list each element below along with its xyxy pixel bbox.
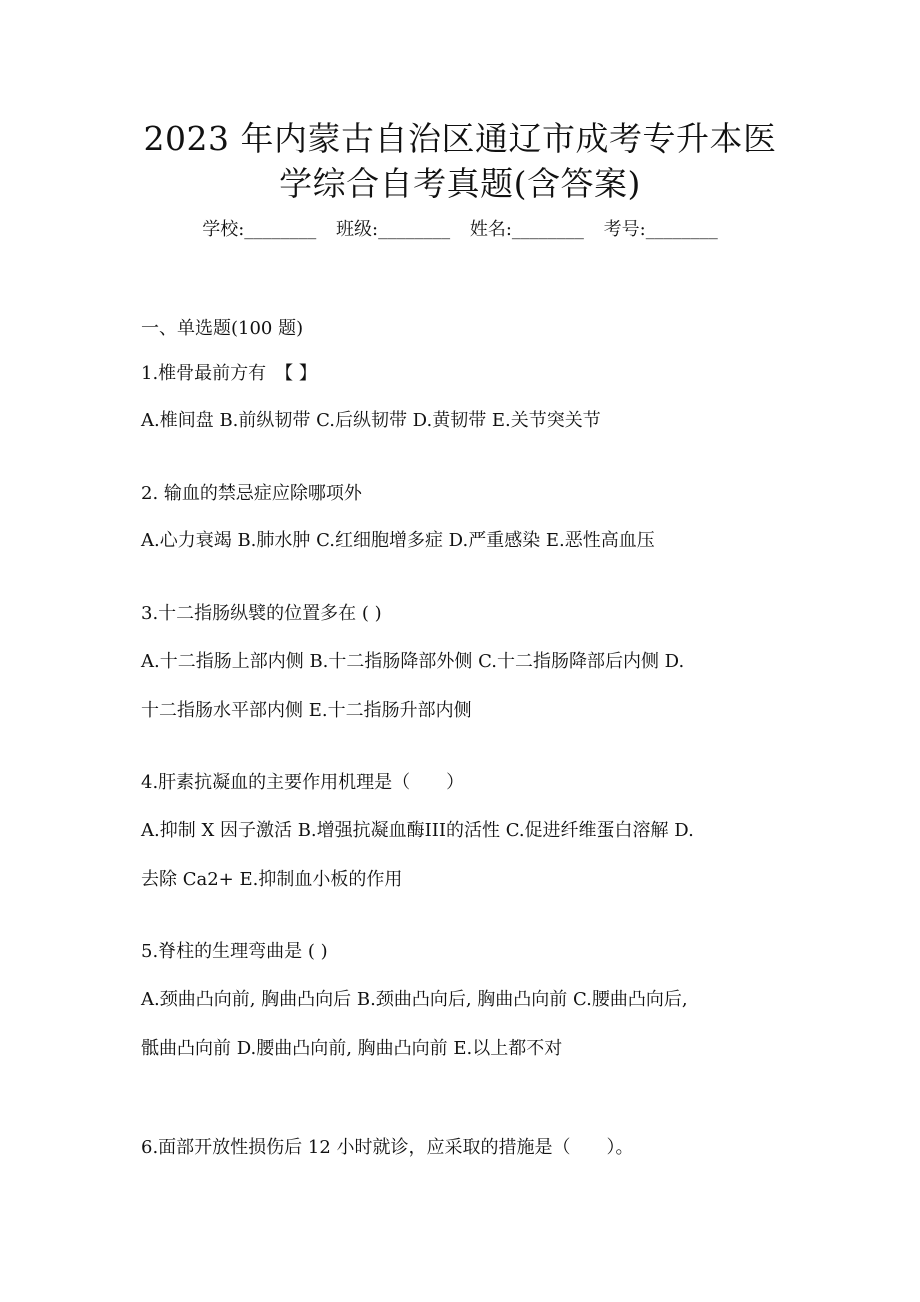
question-1-options: A.椎间盘 B.前纵韧带 C.后纵韧带 D.黄韧带 E.关节突关节 — [141, 410, 601, 431]
question-3-options-line-2: 十二指肠水平部内侧 E.十二指肠升部内侧 — [141, 700, 472, 721]
question-6-stem: 6.面部开放性损伤后 12 小时就诊，应采取的措施是（ ）。 — [141, 1137, 634, 1158]
question-4-stem: 4.肝素抗凝血的主要作用机理是（ ） — [141, 772, 465, 793]
exam-number-field: 考号:________ — [603, 219, 718, 240]
name-field: 姓名:________ — [469, 219, 584, 240]
question-2-stem: 2. 输血的禁忌症应除哪项外 — [141, 483, 362, 504]
document-title-line-2: 学综合自考真题(含答案) — [279, 164, 641, 203]
student-info-row — [60, 218, 860, 242]
question-5-options-line-1: A.颈曲凸向前, 胸曲凸向后 B.颈曲凸向后, 胸曲凸向前 C.腰曲凸向后, — [141, 989, 688, 1010]
question-5-stem: 5.脊柱的生理弯曲是 ( ) — [141, 941, 328, 962]
question-4-options-line-2: 去除 Ca2+ E.抑制血小板的作用 — [141, 869, 403, 890]
question-4-options-line-1: A.抑制 X 因子激活 B.增强抗凝血酶III的活性 C.促进纤维蛋白溶解 D. — [141, 820, 694, 841]
school-field: 学校:________ — [202, 219, 317, 240]
question-3-options-line-1: A.十二指肠上部内侧 B.十二指肠降部外侧 C.十二指肠降部后内侧 D. — [141, 651, 685, 672]
section-heading: 一、单选题(100 题) — [141, 318, 304, 339]
question-2-options: A.心力衰竭 B.肺水肿 C.红细胞增多症 D.严重感染 E.恶性高血压 — [141, 530, 655, 551]
class-field: 班级:________ — [336, 219, 451, 240]
document-title-line-1: 2023 年内蒙古自治区通辽市成考专升本医 — [143, 119, 777, 158]
question-3-stem: 3.十二指肠纵襞的位置多在 ( ) — [141, 603, 382, 624]
question-5-options-line-2: 骶曲凸向前 D.腰曲凸向前, 胸曲凸向前 E.以上都不对 — [141, 1038, 563, 1059]
question-1-stem: 1.椎骨最前方有 【 】 — [141, 363, 317, 384]
